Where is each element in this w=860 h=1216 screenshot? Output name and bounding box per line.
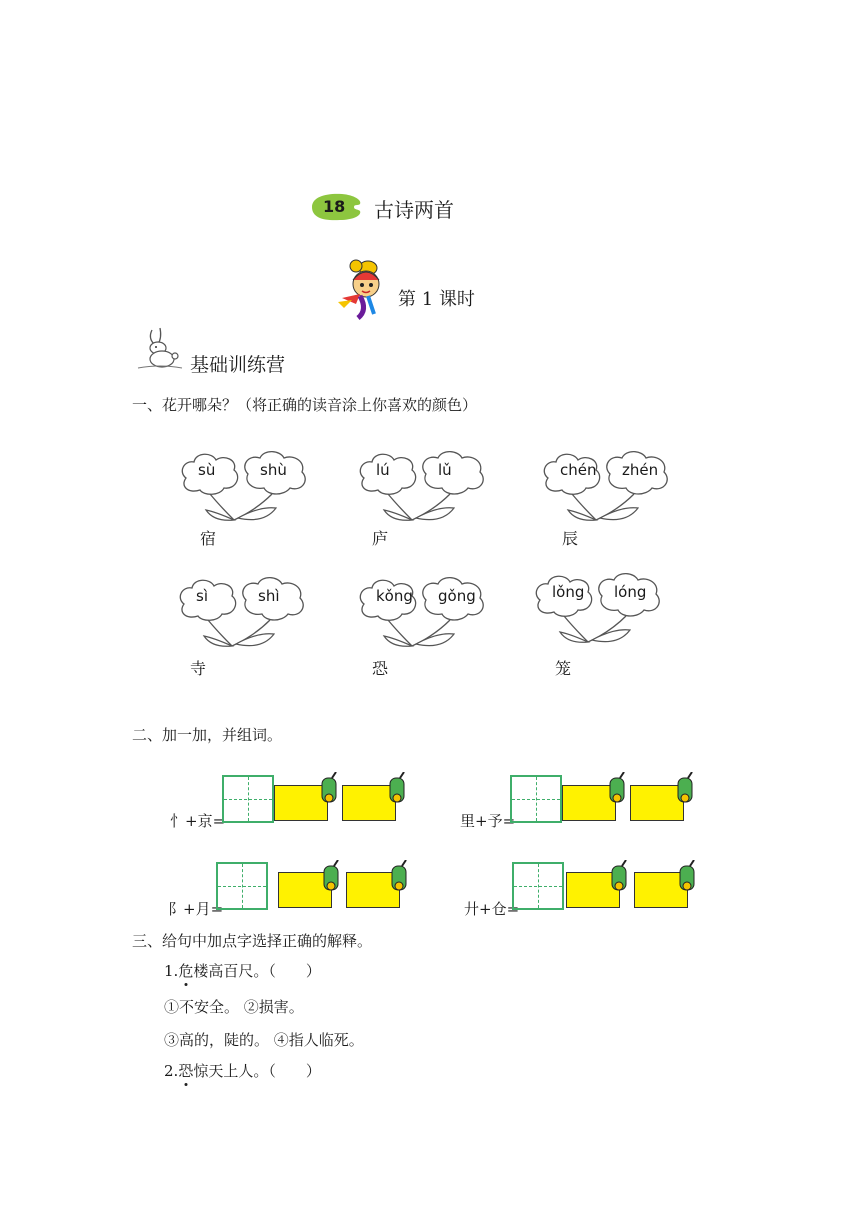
pinyin-option-left[interactable]: sù <box>198 461 216 479</box>
pinyin-option-left[interactable]: kǒng <box>376 587 413 605</box>
pencil-icon <box>388 860 410 896</box>
writing-grid-2[interactable] <box>510 775 562 823</box>
flower-icon <box>176 450 314 530</box>
q3-num-2: 2. <box>164 1062 179 1080</box>
q2-title: 二、加一加，并组词。 <box>132 726 283 744</box>
pinyin-option-right[interactable]: gǒng <box>438 587 476 605</box>
q2-expr-2: 里+予= <box>460 812 516 830</box>
flower-character: 笼 <box>555 659 572 678</box>
pinyin-option-right[interactable]: lǔ <box>438 461 452 479</box>
q1-title: 一、花开哪朵？（将正确的读音涂上你喜欢的颜色） <box>132 396 478 414</box>
dotted-char-2: 恐 <box>178 1062 194 1080</box>
flower-icon <box>354 450 492 530</box>
q3-sentence-1 <box>164 960 321 981</box>
pinyin-option-right[interactable]: shù <box>260 461 287 479</box>
lesson-number-badge <box>308 192 364 222</box>
rabbit-icon <box>134 326 186 372</box>
flower-character: 辰 <box>562 529 579 548</box>
period-title: 第 1 课时 <box>398 289 475 310</box>
pencil-icon <box>674 772 696 808</box>
pencil-icon <box>386 772 408 808</box>
lesson-title: 古诗两首 <box>374 198 454 222</box>
flower-icon <box>538 450 676 530</box>
q3-sentence-1-rest: 楼高百尺。（ ） <box>193 962 321 980</box>
pencil-icon <box>676 860 698 896</box>
pinyin-option-left[interactable]: chén <box>560 461 597 479</box>
q3-num-1: 1. <box>164 962 179 980</box>
writing-grid-4[interactable] <box>512 862 564 910</box>
pinyin-option-left[interactable]: lǒng <box>552 583 585 601</box>
pencil-icon <box>320 860 342 896</box>
flower-character: 庐 <box>372 529 389 548</box>
pencil-icon <box>608 860 630 896</box>
flower-icon <box>174 576 312 656</box>
flower-icon <box>354 576 492 656</box>
dotted-char-1: 危 <box>178 962 194 980</box>
lesson-number: 18 <box>323 197 346 216</box>
q3-sentence-2-rest: 惊天上人。（ ） <box>193 1062 321 1080</box>
writing-grid-3[interactable] <box>216 862 268 910</box>
q2-expr-3: 阝+月= <box>168 900 224 918</box>
pinyin-option-left[interactable]: lú <box>376 461 390 479</box>
pencil-icon <box>606 772 628 808</box>
q2-expr-1: 忄+京= <box>170 812 226 830</box>
q3-sentence-2 <box>164 1060 321 1081</box>
flower-icon <box>530 572 668 652</box>
writing-grid-1[interactable] <box>222 775 274 823</box>
mascot-icon <box>334 258 394 322</box>
pencil-icon <box>318 772 340 808</box>
section-title: 基础训练营 <box>190 354 286 376</box>
pinyin-option-right[interactable]: lóng <box>614 583 647 601</box>
q3-title: 三、给句中加点字选择正确的解释。 <box>132 932 373 950</box>
q3-options-2: ③高的，陡的。 ④指人临死。 <box>164 1031 364 1049</box>
flower-character: 宿 <box>200 529 217 548</box>
q2-expr-4: 廾+仓= <box>464 900 520 918</box>
flower-character: 恐 <box>372 659 389 678</box>
flower-character: 寺 <box>190 659 207 678</box>
q3-options-1: ①不安全。 ②损害。 <box>164 998 304 1016</box>
pinyin-option-right[interactable]: shì <box>258 587 280 605</box>
pinyin-option-left[interactable]: sì <box>196 587 208 605</box>
pinyin-option-right[interactable]: zhén <box>622 461 659 479</box>
